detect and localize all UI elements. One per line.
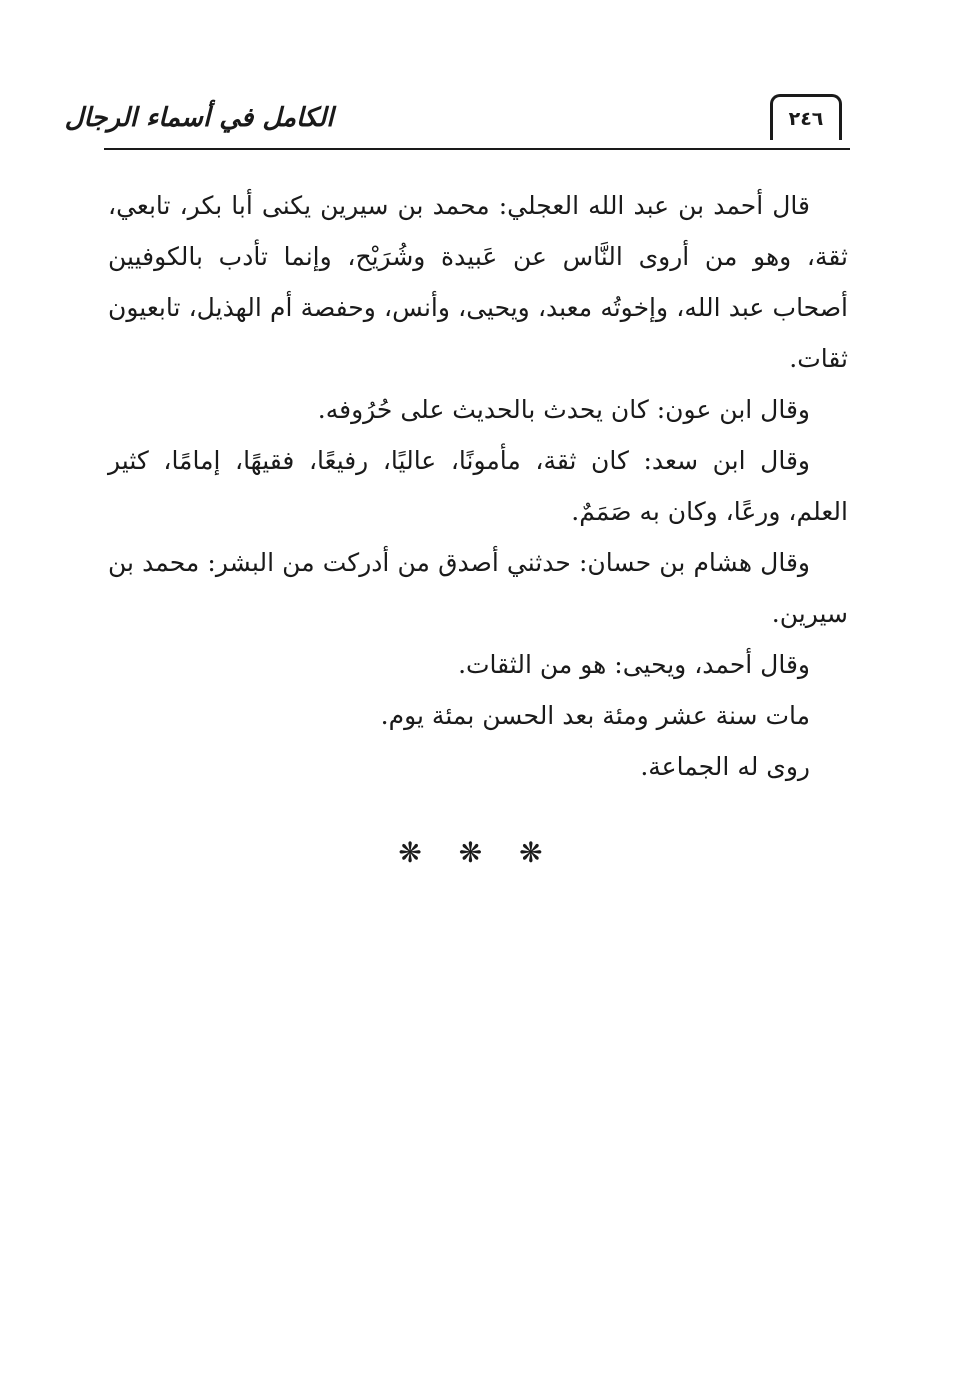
paragraph-ijli: قال أحمد بن عبد الله العجلي: محمد بن سيرين يكنى أبا بكر، تابعي، ثقة، وهو من أروى النَّاس عن عَبيدة وشُرَيْح، وإنما تأدب بالكوفيين أصحاب عبد الله، وإخوتُه معبد، ويحيى، وأنس، وحفصة أم الهذيل، تابعيون ثقات. (108, 191, 848, 373)
page-body (108, 180, 848, 792)
page-number: ٢٤٦ (770, 94, 842, 140)
paragraph-ibn-awn: وقال ابن عون: كان يحدث بالحديث على حُرُوفه. (317, 395, 810, 424)
section-separator: ❋ ❋ ❋ (398, 836, 557, 869)
header-rule (104, 148, 850, 150)
paragraph-ibn-saad: وقال ابن سعد: كان ثقة، مأمونًا، عاليًا، رفيعًا، فقيهًا، إمامًا، كثير العلم، ورعًا، وكان به صَمَمٌ. (108, 446, 848, 526)
page-header (64, 88, 850, 154)
paragraph-narrators: روى له الجماعة. (640, 752, 810, 781)
paragraph-ahmad-yahya: وقال أحمد، ويحيى: هو من الثقات. (458, 650, 810, 679)
paragraph-hisham: وقال هشام بن حسان: حدثني أصدق من أدركت من البشر: محمد بن سيرين. (108, 548, 848, 628)
book-title: الكامل في أسماء الرجال (64, 103, 334, 133)
paragraph-death: مات سنة عشر ومئة بعد الحسن بمئة يوم. (380, 701, 810, 730)
